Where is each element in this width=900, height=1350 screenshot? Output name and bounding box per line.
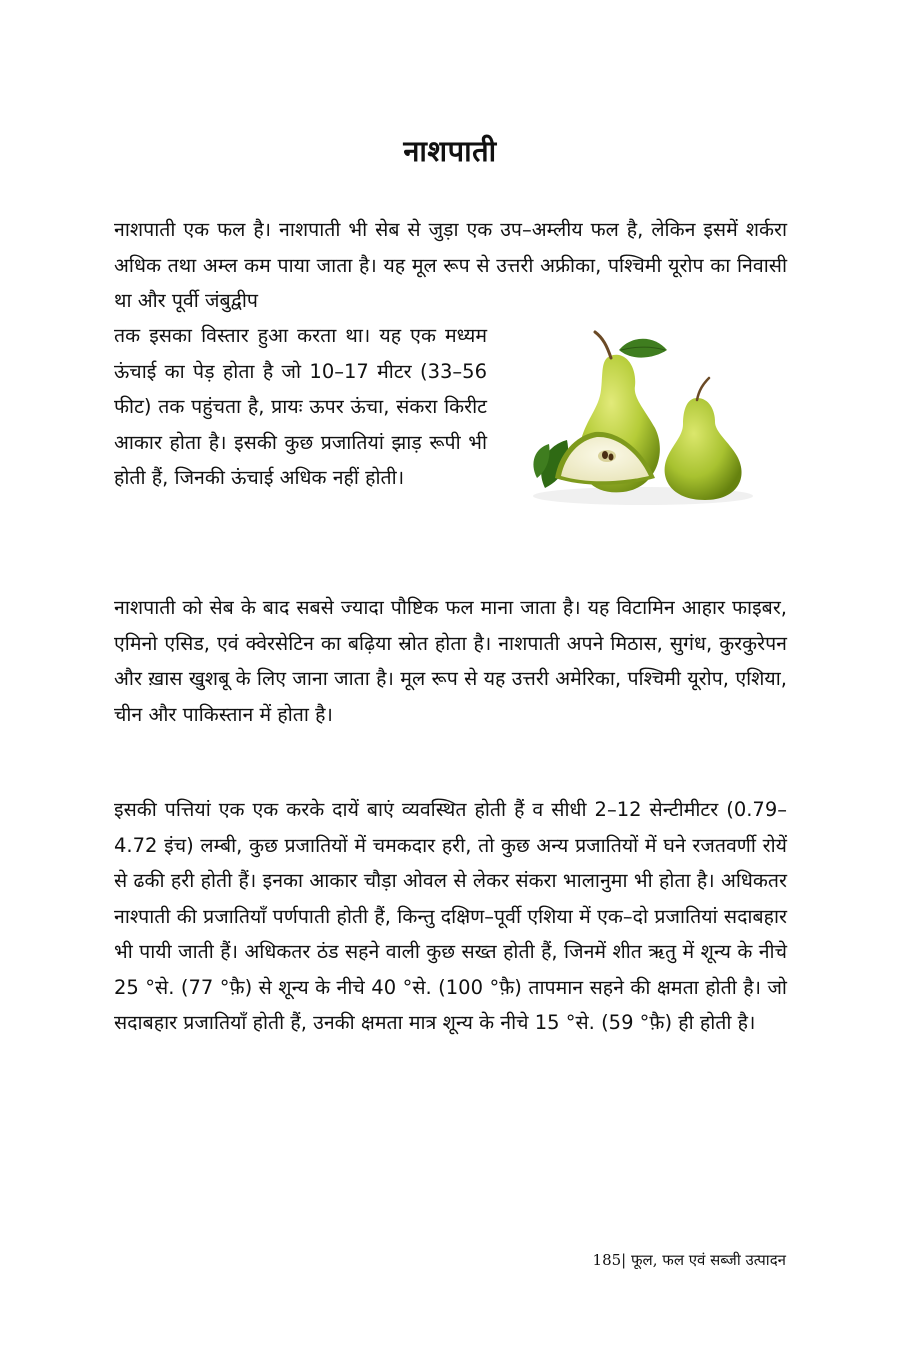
paragraph-intro: नाशपाती एक फल है। नाशपाती भी सेब से जुड़ा एक उप–अम्लीय फल है, लेकिन इसमें शर्करा अधिक तथा अम्ल कम पाया जाता है। यह मूल रूप से उत्तरी अफ्रीका, पश्चिमी यूरोप का निवासी था और पूर्वी जंबुद्वीप [114,218,787,312]
page-title: नाशपाती [403,134,497,169]
paragraph-intro-wrapped: तक इसका विस्तार हुआ करता था। यह एक मध्यम ऊंचाई का पेड़ होता है जो 10–17 मीटर (33–56 फीट) तक पहुंचता है, प्रायः ऊपर ऊंचा, संकरा किरीट आकार होता है। इसकी कुछ प्रजातियां झाड़ रूपी भी होती हैं, जिनकी ऊंचाई अधिक नहीं होती। [114,324,487,489]
paragraph-nutrition: नाशपाती को सेब के बाद सबसे ज्यादा पौष्टिक फल माना जाता है। यह विटामिन आहार फाइबर, एमिनो एसिड, एवं क्वेरसेटिन का बढ़िया स्रोत होता है। नाशपाती अपने मिठास, सुगंध, कुरकुरेपन और ख़ास खुशबू के लिए जाना जाता है। मूल रूप से यह उत्तरी अमेरिका, पश्चिमी यूरोप, एशिया, चीन और पाकिस्तान में होता है। [114,596,787,726]
paragraph-leaves-climate: इसकी पत्तियां एक एक करके दायें बाएं व्यवस्थित होती हैं व सीधी 2–12 सेन्टीमीटर (0.79–4.72 इंच) लम्बी, कुछ प्रजातियों में चमकदार हरी, तो कुछ अन्य प्रजातियों में घने रजतवर्णी रोयें से ढकी हरी होती हैं। इनका आकार चौड़ा ओवल से लेकर संकरा भालानुमा भी होता है। अधिकतर नाश्पाती की प्रजातियाँ पर्णपाती होती हैं, किन्तु दक्षिण–पूर्वी एशिया में एक–दो प्रजातियां सदाबहार भी पायी जाती हैं। अधिकतर ठंड सहने वाली कुछ सख्त होती हैं, जिनमें शीत ऋतु में शून्य के नीचे 25 °से. (77 °फ़ै) से शून्य के नीचे 40 °से. (100 °फ़ै) तापमान सहने की क्षमता होती है। जो सदाबहार प्रजातियाँ होती हैं, उनकी क्षमता मात्र शून्य के नीचे 15 °से. (59 °फ़ै) ही होती है। [114,798,787,1034]
pear-illustration [515,328,765,508]
page-footer: 185| फूल, फल एवं सब्जी उत्पादन [592,1251,786,1269]
pear-photo [515,328,765,508]
